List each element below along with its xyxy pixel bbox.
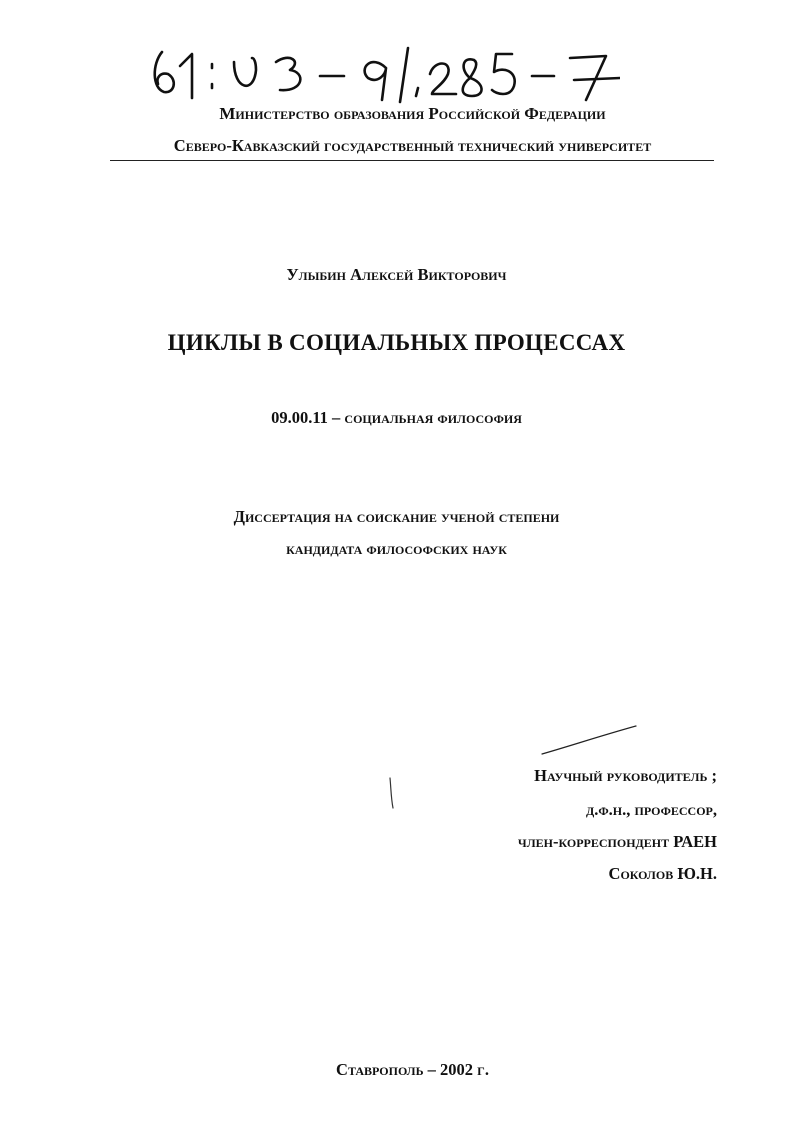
handwritten-archive-number bbox=[150, 44, 620, 106]
ministry-header: Министерство образования Российской Федерации bbox=[219, 104, 606, 123]
header-divider bbox=[110, 160, 714, 161]
degree-line-2: кандидата философских наук bbox=[286, 539, 507, 558]
supervisor-membership: член-корреспондент РАЕН bbox=[517, 832, 717, 851]
place-and-year: Ставрополь – 2002 г. bbox=[336, 1060, 489, 1079]
supervisor-name: Соколов Ю.Н. bbox=[608, 864, 717, 883]
stray-pen-mark bbox=[386, 776, 396, 810]
specialty-code: 09.00.11 – социальная философия bbox=[271, 408, 522, 427]
signature-stroke bbox=[540, 722, 640, 758]
degree-line-1: Диссертация на соискание ученой степени bbox=[233, 507, 560, 526]
dissertation-title: ЦИКЛЫ В СОЦИАЛЬНЫХ ПРОЦЕССАХ bbox=[167, 330, 626, 355]
supervisor-label: Научный руководитель ; bbox=[534, 766, 717, 785]
author-name: Улыбин Алексей Викторович bbox=[286, 265, 507, 284]
supervisor-degree: д.ф.н., профессор, bbox=[585, 800, 717, 819]
university-header: Северо-Кавказский государственный технический университет bbox=[173, 136, 652, 155]
